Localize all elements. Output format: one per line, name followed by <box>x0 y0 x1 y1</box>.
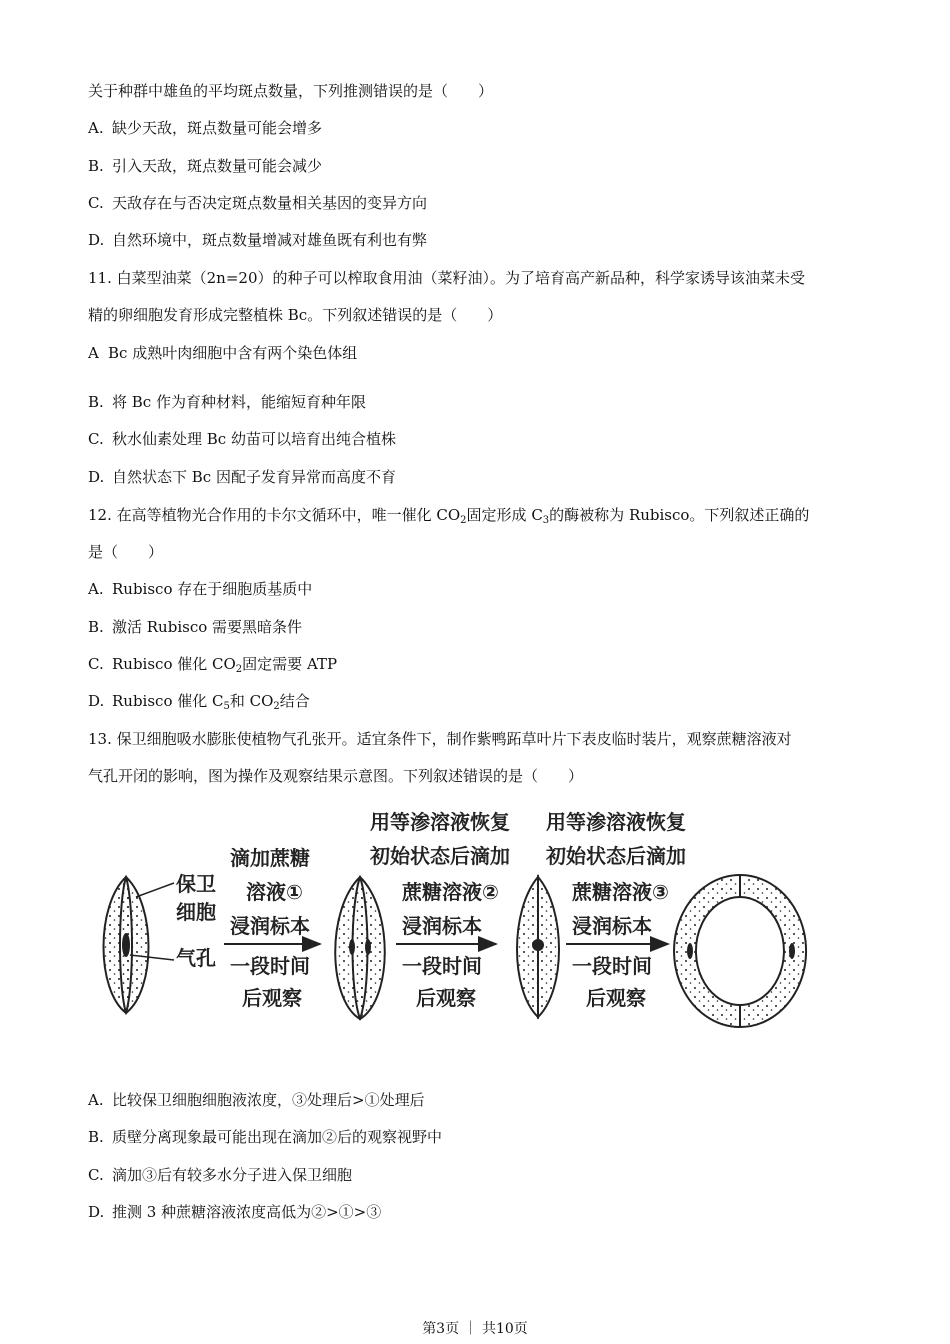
q12-stem-line1: 12. 在高等植物光合作用的卡尔文循环中，唯一催化 $CO_2$固定形成 $C_3$的酶被称为 Rubisco。下列叙述正确的 <box>88 506 810 526</box>
step1-line1: 滴加蔗糖 <box>230 846 310 870</box>
q10-option-c: C. 天敌存在与否决定斑点数量相关基因的变异方向 <box>88 194 428 212</box>
q13-stem-line1: 13. 保卫细胞吸水膨胀使植物气孔张开。适宜条件下，制作紫鸭跖草叶片下表皮临时装片，观察蔗糖溶液对 <box>88 730 792 748</box>
q12-stem-line2: 是（ ） <box>88 543 164 561</box>
step3-line5: 一段时间 <box>572 954 652 978</box>
step2-line2: 初始状态后滴加 <box>370 844 510 868</box>
label-guard-cell-2: 细胞 <box>176 900 216 924</box>
q10-option-a: A. 缺少天敌，斑点数量可能会增多 <box>88 119 323 137</box>
stoma-after-solution-2 <box>517 877 559 1017</box>
q11-stem-line2: 精的卵细胞发育形成完整植株 Bc。下列叙述错误的是（ ） <box>88 306 503 324</box>
q13-option-a: A. 比较保卫细胞细胞液浓度，③处理后>①处理后 <box>88 1091 425 1109</box>
step2-line3: 蔗糖溶液② <box>402 880 499 904</box>
guard-cell-pointer <box>136 883 174 897</box>
q11-option-c: C. 秋水仙素处理 Bc 幼苗可以培育出纯合植株 <box>88 430 396 448</box>
step3-line1: 用等渗溶液恢复 <box>546 810 686 834</box>
step1-line2: 溶液① <box>246 880 303 904</box>
step2-line6: 后观察 <box>416 986 476 1010</box>
stomata-diagram <box>90 805 830 1035</box>
q11-option-d: D. 自然状态下 Bc 因配子发育异常而高度不育 <box>88 468 396 486</box>
label-stoma: 气孔 <box>176 946 216 970</box>
q13-option-c: C. 滴加③后有较多水分子进入保卫细胞 <box>88 1166 353 1184</box>
q12-option-d: D. Rubisco 催化 $C_5$和 $CO_2$结合 <box>88 692 310 712</box>
q12-option-b: B. 激活 Rubisco 需要黑暗条件 <box>88 618 303 636</box>
stoma-after-solution-3 <box>674 875 806 1027</box>
step3-line2: 初始状态后滴加 <box>546 844 686 868</box>
step2-line4: 浸润标本 <box>402 914 482 938</box>
q11-stem-line1: 11. 白菜型油菜（2n=20）的种子可以榨取食用油（菜籽油）。为了培育高产新品种，科学家诱导该油菜未受 <box>88 269 805 287</box>
label-guard-cell-1: 保卫 <box>176 872 216 896</box>
q13-option-b: B. 质壁分离现象最可能出现在滴加②后的观察视野中 <box>88 1128 443 1146</box>
q13-option-d: D. 推测 3 种蔗糖溶液浓度高低为②>①>③ <box>88 1203 382 1221</box>
page-footer: 第3页 ｜ 共10页 <box>422 1321 528 1337</box>
step1-line5: 后观察 <box>242 986 302 1010</box>
step3-line3: 蔗糖溶液③ <box>572 880 669 904</box>
q10-option-d: D. 自然环境中，斑点数量增减对雄鱼既有利也有弊 <box>88 231 428 249</box>
q10-option-b: B. 引入天敌，斑点数量可能会减少 <box>88 157 323 175</box>
stoma-after-solution-1 <box>335 877 385 1019</box>
q10-stem: 关于种群中雄鱼的平均斑点数量，下列推测错误的是（ ） <box>88 82 494 100</box>
stoma-initial <box>104 877 149 1013</box>
step1-line3: 浸润标本 <box>230 914 310 938</box>
step1-line4: 一段时间 <box>230 954 310 978</box>
q13-stem-line2: 气孔开闭的影响，图为操作及观察结果示意图。下列叙述错误的是（ ） <box>88 767 584 785</box>
step3-line6: 后观察 <box>586 986 646 1010</box>
step2-line1: 用等渗溶液恢复 <box>370 810 510 834</box>
step3-line4: 浸润标本 <box>572 914 652 938</box>
step2-line5: 一段时间 <box>402 954 482 978</box>
q11-option-a: A Bc 成熟叶肉细胞中含有两个染色体组 <box>88 344 358 362</box>
q12-option-a: A. Rubisco 存在于细胞质基质中 <box>88 580 313 598</box>
q12-option-c: C. Rubisco 催化 $CO_2$固定需要 ATP <box>88 655 338 675</box>
q11-option-b: B. 将 Bc 作为育种材料，能缩短育种年限 <box>88 393 366 411</box>
